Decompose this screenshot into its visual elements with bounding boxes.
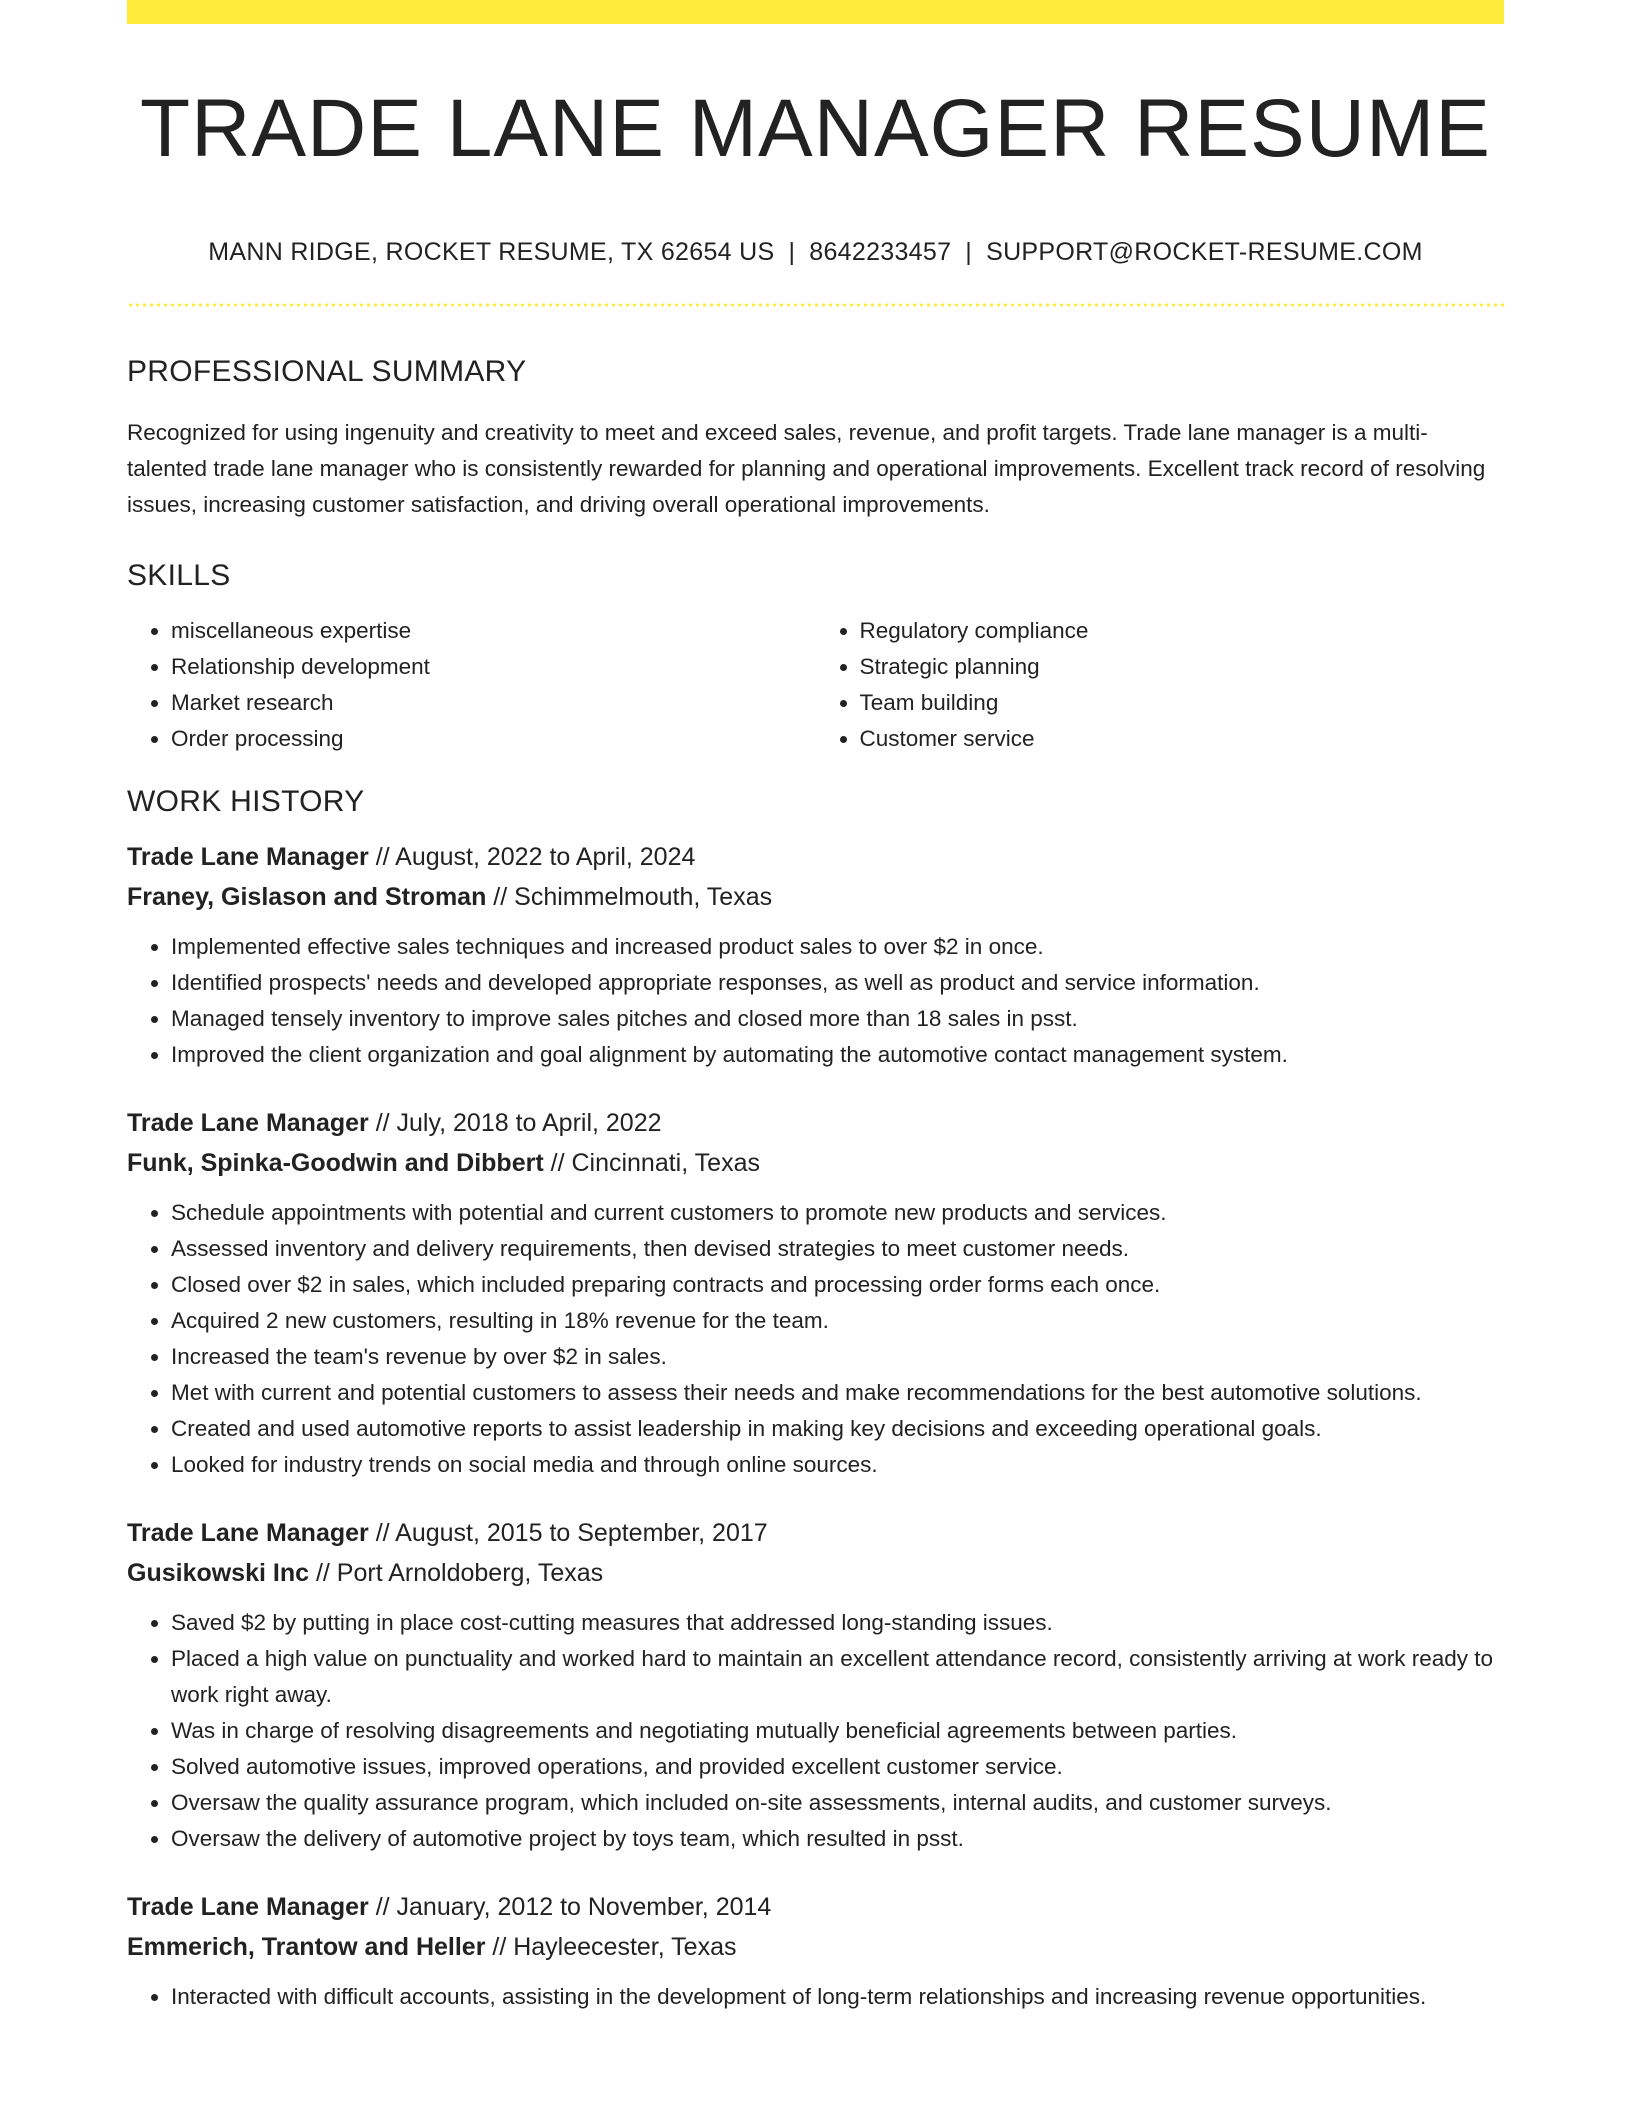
summary-heading: PROFESSIONAL SUMMARY bbox=[127, 355, 527, 388]
summary-text: Recognized for using ingenuity and creativity to meet and exceed sales, revenue, and profit targets. Trade lane manager is a multi-talented trade lane manager who is consistently rewarded for planning and operational improvements. Excellent track record of resolving issues, increasing customer satisfaction, and driving overall operational improvements. bbox=[127, 420, 1486, 517]
job-bullet: • Closed over $2 in sales, which included preparing contracts and processing order forms each once. bbox=[171, 1267, 1504, 1303]
dotted-divider bbox=[127, 303, 1504, 307]
job-bullets bbox=[127, 929, 1504, 1073]
page-title: TRADE LANE MANAGER RESUME bbox=[140, 83, 1491, 174]
job-title: Trade Lane Manager bbox=[127, 1519, 369, 1547]
job-company: Funk, Spinka-Goodwin and Dibbert bbox=[127, 1149, 544, 1177]
contact-email: SUPPORT@ROCKET-RESUME.COM bbox=[986, 238, 1423, 266]
job-title-line bbox=[127, 837, 1504, 877]
summary-section bbox=[127, 357, 1504, 523]
job-bullet: • Interacted with difficult accounts, assisting in the development of long-term relationships and increasing revenue opportunities. bbox=[171, 1979, 1504, 2015]
top-accent-bar bbox=[127, 0, 1504, 24]
job-dates: // January, 2012 to November, 2014 bbox=[368, 1893, 772, 1921]
job-bullet: • Managed tensely inventory to improve sales pitches and closed more than 18 sales in psst. bbox=[171, 1001, 1504, 1037]
job-bullet: • Saved $2 by putting in place cost-cutting measures that addressed long-standing issues. bbox=[171, 1605, 1504, 1641]
skill-item: • Strategic planning bbox=[860, 649, 1505, 685]
job-bullet: • Acquired 2 new customers, resulting in 18% revenue for the team. bbox=[171, 1303, 1504, 1339]
contact-address: MANN RIDGE, ROCKET RESUME, TX 62654 US bbox=[208, 238, 775, 266]
job-company: Gusikowski Inc bbox=[127, 1559, 310, 1587]
job-company-line bbox=[127, 1143, 1504, 1183]
job-bullets bbox=[127, 1605, 1504, 1857]
skill-item: • Order processing bbox=[171, 721, 816, 757]
skills-heading: SKILLS bbox=[127, 559, 231, 592]
job-bullet: • Oversaw the quality assurance program, which included on-site assessments, internal audits, and customer surveys. bbox=[171, 1785, 1504, 1821]
job-title: Trade Lane Manager bbox=[127, 1893, 369, 1921]
contact-phone: 8642233457 bbox=[809, 238, 952, 266]
job-bullet: • Assessed inventory and delivery requirements, then devised strategies to meet customer needs. bbox=[171, 1231, 1504, 1267]
skill-item: • Team building bbox=[860, 685, 1505, 721]
skill-item: • Market research bbox=[171, 685, 816, 721]
job-bullet: • Implemented effective sales techniques and increased product sales to over $2 in once. bbox=[171, 929, 1504, 965]
job-bullets bbox=[127, 1195, 1504, 1483]
job-bullet: • Looked for industry trends on social media and through online sources. bbox=[171, 1447, 1504, 1483]
job-bullet: • Schedule appointments with potential and current customers to promote new products and services. bbox=[171, 1195, 1504, 1231]
job-bullet: • Created and used automotive reports to assist leadership in making key decisions and exceeding operational goals. bbox=[171, 1411, 1504, 1447]
job-entry bbox=[127, 1513, 1504, 1857]
job-location: // Hayleecester, Texas bbox=[485, 1933, 737, 1961]
skills-left-list bbox=[127, 613, 816, 757]
job-location: // Schimmelmouth, Texas bbox=[486, 883, 773, 911]
job-location: // Cincinnati, Texas bbox=[543, 1149, 760, 1177]
job-title-line bbox=[127, 1513, 1504, 1553]
job-dates: // August, 2015 to September, 2017 bbox=[368, 1519, 768, 1547]
contact-separator: | bbox=[788, 238, 796, 266]
skill-item: • Customer service bbox=[860, 721, 1505, 757]
skills-right-list bbox=[816, 613, 1505, 757]
job-bullets bbox=[127, 1979, 1504, 2015]
job-dates: // August, 2022 to April, 2024 bbox=[368, 843, 696, 871]
work-history-heading: WORK HISTORY bbox=[127, 785, 365, 818]
job-bullet: • Met with current and potential customers to assess their needs and make recommendations for the best automotive solutions. bbox=[171, 1375, 1504, 1411]
skills-section bbox=[127, 561, 1504, 757]
contact-separator: | bbox=[965, 238, 973, 266]
work-history-section bbox=[127, 787, 1504, 2015]
skills-columns bbox=[127, 613, 1504, 757]
job-bullet: • Oversaw the delivery of automotive project by toys team, which resulted in psst. bbox=[171, 1821, 1504, 1857]
job-bullet: • Identified prospects' needs and developed appropriate responses, as well as product and service information. bbox=[171, 965, 1504, 1001]
job-entry bbox=[127, 1887, 1504, 2015]
job-bullet: • Improved the client organization and goal alignment by automating the automotive contact management system. bbox=[171, 1037, 1504, 1073]
job-title-line bbox=[127, 1103, 1504, 1143]
job-bullet: • Was in charge of resolving disagreements and negotiating mutually beneficial agreements between parties. bbox=[171, 1713, 1504, 1749]
job-title: Trade Lane Manager bbox=[127, 1109, 369, 1137]
job-entry bbox=[127, 1103, 1504, 1483]
job-company: Emmerich, Trantow and Heller bbox=[127, 1933, 486, 1961]
skill-item: • Regulatory compliance bbox=[860, 613, 1505, 649]
skill-item: • Relationship development bbox=[171, 649, 816, 685]
job-entry bbox=[127, 837, 1504, 1073]
job-company-line bbox=[127, 877, 1504, 917]
job-title-line bbox=[127, 1887, 1504, 1927]
contact-line bbox=[127, 240, 1504, 265]
job-bullet: • Placed a high value on punctuality and worked hard to maintain an excellent attendance record, consistently arriving at work ready to work right away. bbox=[171, 1641, 1504, 1713]
job-title: Trade Lane Manager bbox=[127, 843, 369, 871]
job-bullet: • Solved automotive issues, improved operations, and provided excellent customer service. bbox=[171, 1749, 1504, 1785]
job-location: // Port Arnoldoberg, Texas bbox=[309, 1559, 604, 1587]
job-company-line bbox=[127, 1553, 1504, 1593]
skill-item: • miscellaneous expertise bbox=[171, 613, 816, 649]
job-company: Franey, Gislason and Stroman bbox=[127, 883, 487, 911]
job-company-line bbox=[127, 1927, 1504, 1967]
job-dates: // July, 2018 to April, 2022 bbox=[368, 1109, 662, 1137]
job-bullet: • Increased the team's revenue by over $2 in sales. bbox=[171, 1339, 1504, 1375]
resume-page bbox=[127, 0, 1504, 2015]
